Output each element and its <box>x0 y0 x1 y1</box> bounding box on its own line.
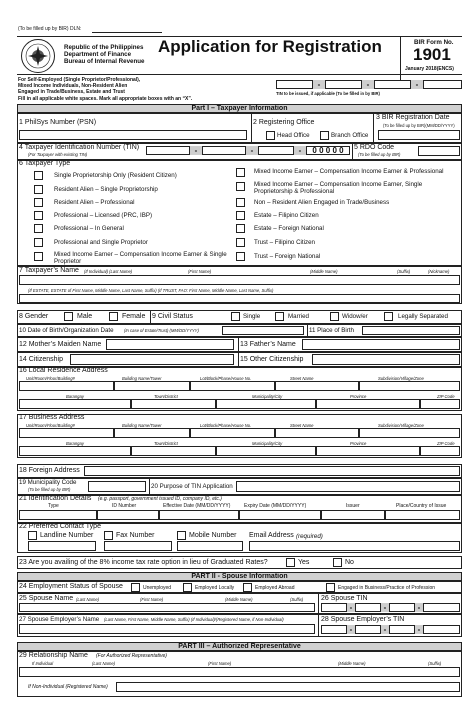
addr17-col-subdivision: Subdivision/Village/Zone <box>378 423 424 428</box>
part3-header: PART III – Authorized Representative <box>17 642 462 651</box>
employer-tin-seg-3[interactable] <box>389 625 415 634</box>
field-23-label: 23 Are you availing of the 8% income tax rate option in lieu of Graduated Rates? <box>19 559 268 566</box>
email-required: (required) <box>296 533 323 540</box>
birth-date-input[interactable] <box>222 326 304 335</box>
id-col-number: ID Number <box>112 503 137 509</box>
name-col-nickname: (Nickname) <box>428 269 450 274</box>
fax-checkbox[interactable] <box>104 531 113 540</box>
rep-col-first: (First Name) <box>208 661 232 666</box>
citizenship-input[interactable] <box>70 354 234 365</box>
res-lot-input[interactable] <box>190 381 275 391</box>
married-checkbox[interactable] <box>275 312 284 321</box>
type-left-1: Single Proprietorship Only (Resident Citizen) <box>54 172 177 179</box>
bir-seal-icon <box>20 38 56 74</box>
agency-line-2: Department of Finance <box>64 51 132 58</box>
id-type-input[interactable] <box>19 510 97 520</box>
type-checkbox-left-3[interactable] <box>34 198 43 207</box>
head-office-checkbox[interactable] <box>266 131 275 140</box>
tin-seg-2[interactable] <box>202 146 246 155</box>
father-name-input[interactable] <box>302 339 460 350</box>
field-21-label: 21 Identification Details <box>19 495 92 502</box>
field-4-label: 4 Taxpayer Identification Number (TIN) <box>19 144 140 151</box>
res-province-input[interactable] <box>316 399 420 409</box>
spouse-tin-seg-3[interactable] <box>389 603 415 612</box>
bir-form-1901: (To be filled up by BIR) DLN: Republic of the Philippines Department of Finance Bureau of Internal Revenue Application for Registration BIR Form No. 1901 January 2018(ENCS) For Self-Employed (Single Proprietor/Professional), Mixed Income Individuals, Non-Resident Alien Engaged in Trade/Business, Estate and Trust - - - TIN to be issued, if applicable (To be filled in by BIR) Fill in all applicable white spaces. Mark all appropriate boxes with an “X”. Part I – Taxpayer Information 1 PhilSys Number (PSN) 2 Registering Office Head Office Branch Office 3 BIR Registration Date (To be filled up by BIR)(MM/DD/YYYY) 4 Taxpayer Identification Number (TIN) (For Taxpayer with existing TIN) - - - 0 0 0 0 0 5 RDO Code (To be filled up by BIR) 6 Taxpayer Type Single Proprietorship Only (Resident Citizen) Resident Alien – Single Proprietorship Resident Alien – Professional Professional – Licensed (PRC, IBP) Professional – In General Professional and Single Proprietor Mixed Income Earner – Compensation Income Earner & Single Proprietor Mixed Income Earner – Compensation Income Earner & Professional Mixed Income Earner – Compensation Income Earner, Single Proprietorship & Professional Non – Resident Alien Engaged in Trade/Business Estate – Filipino Citizen Estate – Foreign National Trust – Filipino Citizen Trust – Foreign National 7 Taxpayer’s Name (If Individual) (Last Name) (First Name) (Middle Name) (Suffix) (Nickname) (If ESTATE, ESTATE of First Name, Middle Name, Last Name, Suffix) (If TRUST, FAO: First Name, Middle Name, Last Name, Suffix) 8 Gender Male Female 9 Civil Status Single Married Widow/er Legally Separated 10 Date of Birth/Organization Date (In case of Estate/Trust) (MM/DD/YYYY) 11 Place of Birth 12 Mother’s Maiden Name 13 Father’s Name 14 Citizenship 15 Other Citizenship 16 Local Residence Address Unit/Room/Floor/Building# Building Name/Tower Lot/Block/Phase/House No. Street Name Subdivision/Village/Zone Barangay Town/District Municipality/City Province ZIP Code 17 Business Address Unit/Room/Floor/Building# Building Name/Tower Lot/Block/Phase/House No. Street Name Subdivision/Village/Zone Barangay Town/District Municipality/City Province ZIP Code 18 Foreign Address 19 Municipality Code (To be filled up by BIR) 20 Purpose of TIN Application 21 Identification Details (e.g. passport, government issued ID, company ID, etc.) Type ID Number Effective Date (MM/DD/YYYY) Expiry Date (MM/DD/YYYY) Issuer Place/Country of Issue 22 Preferred Contact Type Landline Number Fax Number Mobile Number Email Address (required) 23 Are you availing of the 8% income tax rate option in lieu of Graduated Rates? Yes No PART II - Spouse Information 24 Employment Status of Spouse Unemployed Employed Locally Employed Abroad Engaged in Business/Practice of Profession 25 Spouse Name (Last Name) (First Name) (Middle Name) (Suffix) 26 Spouse TIN - - - 27 Spouse Employer’s Name (Last Name, First Name, Middle Name, Suffix) (If Individual)/(Registered Name, if Non-Individual) 28 Spouse Employer’s TIN - - - PART III – Authorized Representative 29 Relationship Name (For Authorized Representative) If Individual (Last Name) (First Name) (Middle Name) (Suffix) If Non-Individual (Registered Name) <box>0 0 474 724</box>
field-19-label: 19 Municipality Code <box>19 479 77 486</box>
employed-abroad-label: Employed Abroad <box>255 585 295 591</box>
id-issuer-input[interactable] <box>321 510 385 520</box>
for-line-1: For Self-Employed (Single Proprietor/Professional), <box>18 77 141 83</box>
field-20-label: 20 Purpose of TIN Application <box>151 483 233 490</box>
type-right-4: Estate – Filipino Citizen <box>254 212 319 219</box>
res-zip-input[interactable] <box>420 399 460 409</box>
addr17-col-barangay: Barangay <box>66 441 84 446</box>
type-checkbox-left-4[interactable] <box>34 211 43 220</box>
place-of-birth-input[interactable] <box>362 326 460 335</box>
fax-input[interactable] <box>104 541 172 551</box>
unemployed-checkbox[interactable] <box>131 583 140 592</box>
field-4-sub: (For Taxpayer with existing TIN) <box>28 152 88 157</box>
rep-col-last: (Last Name) <box>92 661 116 666</box>
mobile-label: Mobile Number <box>189 532 237 539</box>
bus-subdivision-input[interactable] <box>359 428 460 438</box>
field-11-label: 11 Place of Birth <box>309 327 354 334</box>
tin-seg-1[interactable] <box>146 146 190 155</box>
field-15-label: 15 Other Citizenship <box>240 356 304 363</box>
res-street-input[interactable] <box>275 381 359 391</box>
field-13-label: 13 Father’s Name <box>240 341 296 348</box>
branch-code-zeros: 0 0 0 0 0 <box>306 146 350 155</box>
field-6-label: 6 Taxpayer Type <box>19 160 71 167</box>
email-input[interactable] <box>249 541 460 551</box>
issued-tin-seg-2 <box>325 80 362 89</box>
type-checkbox-left-2[interactable] <box>34 185 43 194</box>
business-checkbox[interactable] <box>326 583 335 592</box>
field-3-label: 3 BIR Registration Date <box>376 114 450 121</box>
field-5-sub: (To be filled up by BIR) <box>358 152 401 157</box>
spouse-col-middle: (Middle Name) <box>225 597 253 602</box>
type-right-7: Trust – Foreign National <box>254 253 321 260</box>
addr16-col-street: Street Name <box>290 376 314 381</box>
type-left-2: Resident Alien – Single Proprietorship <box>54 186 158 193</box>
type-left-6: Professional and Single Proprietor <box>54 239 148 246</box>
rep-col-suffix: (Suffix) <box>428 661 442 666</box>
taxpayer-name-input[interactable] <box>19 275 460 285</box>
addr17-col-building: Building Name/Tower <box>122 423 162 428</box>
mobile-input[interactable] <box>177 541 243 551</box>
field-5-label: 5 RDO Code <box>354 144 395 151</box>
field-14-label: 14 Citizenship <box>19 356 63 363</box>
addr16-col-unit: Unit/Room/Floor/Building# <box>26 376 75 381</box>
spouse-name-input[interactable] <box>19 603 315 612</box>
addr16-col-building: Building Name/Tower <box>122 376 162 381</box>
field-7-label: 7 Taxpayer’s Name <box>19 267 79 274</box>
foreign-address-input[interactable] <box>84 466 460 476</box>
spouse-col-first: (First Name) <box>140 597 164 602</box>
yes-label: Yes <box>298 559 310 566</box>
part2-header: PART II - Spouse Information <box>17 572 462 581</box>
field-3-sub: (To be filled up by BIR)(MM/DD/YYYY) <box>383 123 455 128</box>
spouse-employer-input[interactable] <box>19 624 315 634</box>
type-right-1: Mixed Income Earner – Compensation Income Earner & Professional <box>254 168 444 175</box>
rep-non-individual-input[interactable] <box>116 682 460 692</box>
addr16-col-lot: Lot/Block/Phase/House No. <box>200 376 252 381</box>
name-col-suffix: (Suffix) <box>397 269 411 274</box>
spouse-col-last: (Last Name) <box>76 597 100 602</box>
employed-local-checkbox[interactable] <box>183 583 192 592</box>
res-subdivision-input[interactable] <box>359 381 460 391</box>
form-date: January 2018(ENCS) <box>405 66 454 72</box>
dln-label: (To be filled up by BIR) DLN: <box>18 26 82 32</box>
bus-barangay-input[interactable] <box>19 446 131 456</box>
tin-seg-3[interactable] <box>258 146 294 155</box>
email-label: Email Address <box>249 532 294 539</box>
single-label: Single <box>243 313 261 320</box>
field-2-label: 2 Registering Office <box>253 119 315 126</box>
field-9-label: 9 Civil Status <box>152 313 193 320</box>
addr16-col-city: Municipality/City <box>252 394 283 399</box>
field-25-label: 25 Spouse Name <box>19 595 74 602</box>
for-line-2: Mixed Income Individuals, Non-Resident Alien <box>18 83 128 89</box>
separated-checkbox[interactable] <box>384 312 393 321</box>
bus-zip-input[interactable] <box>420 446 460 456</box>
no-checkbox[interactable] <box>333 558 342 567</box>
mother-name-input[interactable] <box>106 339 234 350</box>
type-left-7: Mixed Income Earner – Compensation Income Earner & Single Proprietor <box>54 251 227 265</box>
bir-registration-date <box>378 130 460 140</box>
bus-town-input[interactable] <box>131 446 216 456</box>
landline-input[interactable] <box>28 541 96 551</box>
name-col-first: (First Name) <box>188 269 212 274</box>
field-18-label: 18 Foreign Address <box>19 467 80 474</box>
field-10-label: 10 Date of Birth/Organization Date <box>19 327 114 334</box>
name-col-last: (If Individual) (Last Name) <box>84 269 133 274</box>
id-col-expiry: Expiry Date (MM/DD/YYYY) <box>244 503 307 509</box>
spouse-col-suffix: (Suffix) <box>290 597 304 602</box>
no-label: No <box>345 559 354 566</box>
field-21-sub: (e.g. passport, government issued ID, company ID, etc.) <box>98 496 222 502</box>
type-checkbox-right-2[interactable] <box>236 182 245 191</box>
id-col-effective: Effective Date (MM/DD/YYYY) <box>163 503 231 509</box>
rep-col-middle: (Middle Name) <box>338 661 366 666</box>
male-checkbox[interactable] <box>64 312 73 321</box>
landline-label: Landline Number <box>40 532 94 539</box>
addr17-col-town: Town/District <box>154 441 178 446</box>
addr17-col-street: Street Name <box>290 423 314 428</box>
type-checkbox-right-4[interactable] <box>236 211 245 220</box>
field-24-label: 24 Employment Status of Spouse <box>19 583 123 590</box>
id-place-input[interactable] <box>385 510 460 520</box>
mobile-checkbox[interactable] <box>177 531 186 540</box>
part1-header: Part I – Taxpayer Information <box>17 104 462 113</box>
employed-local-label: Employed Locally <box>195 585 235 591</box>
purpose-input[interactable] <box>236 481 460 492</box>
form-title: Application for Registration <box>158 37 382 56</box>
field-10-sub: (In case of Estate/Trust) (MM/DD/YYYY) <box>124 328 199 333</box>
employer-tin-seg-1[interactable] <box>321 625 347 634</box>
spouse-tin-seg-4[interactable] <box>423 603 460 612</box>
bus-city-input[interactable] <box>216 446 316 456</box>
business-label: Engaged in Business/Practice of Profession <box>338 585 435 591</box>
widow-checkbox[interactable] <box>330 312 339 321</box>
bus-building-input[interactable] <box>114 428 190 438</box>
field-16-label: 16 Local Residence Address <box>19 367 108 374</box>
issued-tin-seg-3 <box>374 80 411 89</box>
addr16-col-barangay: Barangay <box>66 394 84 399</box>
addr16-col-subdivision: Subdivision/Village/Zone <box>378 376 424 381</box>
agency-line-1: Republic of the Philippines <box>64 44 144 51</box>
married-label: Married <box>288 313 309 320</box>
field-22-label: 22 Preferred Contact Type <box>19 523 101 530</box>
type-checkbox-right-5[interactable] <box>236 224 245 233</box>
landline-checkbox[interactable] <box>28 531 37 540</box>
type-checkbox-left-6[interactable] <box>34 238 43 247</box>
separated-label: Legally Separated <box>398 313 448 320</box>
rdo-code <box>418 146 460 156</box>
id-col-issuer: Issuer <box>346 503 360 509</box>
head-office-label: Head Office <box>277 132 310 139</box>
addr17-col-province: Province <box>350 441 367 446</box>
agency-line-3: Bureau of Internal Revenue <box>64 58 145 65</box>
field-12-label: 12 Mother’s Maiden Name <box>19 341 102 348</box>
field-28-label: 28 Spouse Employer’s TIN <box>321 616 405 623</box>
employer-tin-seg-2[interactable] <box>355 625 381 634</box>
bus-lot-input[interactable] <box>190 428 275 438</box>
type-right-2: Mixed Income Earner – Compensation Income Earner, Single Proprietorship & Professional <box>254 181 423 195</box>
addr17-col-city: Municipality/City <box>252 441 283 446</box>
male-label: Male <box>77 313 93 320</box>
type-right-3: Non – Resident Alien Engaged in Trade/Business <box>254 199 390 206</box>
form-no-label: BIR Form No. <box>414 39 454 46</box>
field-26-label: 26 Spouse TIN <box>321 595 368 602</box>
municipality-code <box>88 481 146 492</box>
addr17-col-zip: ZIP Code <box>437 441 455 446</box>
field-29-label: 29 Relationship Name <box>19 652 88 659</box>
field-19-sub: (To be filled up by BIR) <box>28 487 71 492</box>
spouse-tin-seg-2[interactable] <box>355 603 381 612</box>
type-checkbox-left-1[interactable] <box>34 171 43 180</box>
name-col-middle: (Middle Name) <box>310 269 338 274</box>
type-right-6: Trust – Filipino Citizen <box>254 239 315 246</box>
branch-office-label: Branch Office <box>331 132 369 139</box>
rep-individual-input[interactable] <box>19 667 460 677</box>
type-left-4: Professional – Licensed (PRC, IBP) <box>54 212 153 219</box>
female-label: Female <box>122 313 146 320</box>
female-checkbox[interactable] <box>109 312 118 321</box>
id-expiry-input[interactable] <box>239 510 321 520</box>
id-effective-input[interactable] <box>159 510 239 520</box>
res-barangay-input[interactable] <box>19 399 131 409</box>
unemployed-label: Unemployed <box>143 585 172 591</box>
addr16-col-province: Province <box>350 394 367 399</box>
field-1-label: 1 PhilSys Number (PSN) <box>19 119 97 126</box>
bus-province-input[interactable] <box>316 446 420 456</box>
issued-tin-seg-4 <box>423 80 462 89</box>
spouse-tin-seg-1[interactable] <box>321 603 347 612</box>
type-checkbox-left-7[interactable] <box>34 252 43 261</box>
res-unit-input[interactable] <box>19 381 114 391</box>
field-8-label: 8 Gender <box>19 313 49 320</box>
branch-office-checkbox[interactable] <box>320 131 329 140</box>
id-col-place: Place/Country of Issue <box>396 503 447 509</box>
estate-trust-input[interactable] <box>19 294 460 303</box>
id-col-type: Type <box>48 503 59 509</box>
bus-street-input[interactable] <box>275 428 359 438</box>
type-checkbox-right-7[interactable] <box>236 252 245 261</box>
tin-to-be-issued-note: TIN to be issued, if applicable (To be filled in by BIR) <box>276 91 380 96</box>
addr17-col-unit: Unit/Room/Floor/Building# <box>26 423 75 428</box>
type-left-5: Professional – In General <box>54 225 124 232</box>
type-left-3: Resident Alien – Professional <box>54 199 135 206</box>
single-checkbox[interactable] <box>231 312 240 321</box>
type-right-5: Estate – Foreign National <box>254 225 324 232</box>
id-number-input[interactable] <box>97 510 159 520</box>
estate-trust-note: (If ESTATE, ESTATE of First Name, Middle Name, Last Name, Suffix) (If TRUST, FAO: First Name, Middle Name, Last Name, Suffix) <box>28 288 274 293</box>
fax-label: Fax Number <box>116 532 155 539</box>
type-checkbox-left-5[interactable] <box>34 224 43 233</box>
bus-unit-input[interactable] <box>19 428 114 438</box>
field-27-sub: (Last Name, First Name, Middle Name, Suffix) (If Individual)/(Registered Name, if Non-Individual) <box>104 617 284 622</box>
psn-input[interactable] <box>19 130 247 140</box>
non-individual-label: If Non-Individual (Registered Name) <box>28 684 108 690</box>
addr17-col-lot: Lot/Block/Phase/House No. <box>200 423 252 428</box>
fill-instruction: Fill in all applicable white spaces. Mark all appropriate boxes with an “X”. <box>18 96 193 102</box>
field-17-label: 17 Business Address <box>19 414 85 421</box>
employed-abroad-checkbox[interactable] <box>243 583 252 592</box>
type-checkbox-right-1[interactable] <box>236 168 245 177</box>
res-building-input[interactable] <box>114 381 190 391</box>
res-city-input[interactable] <box>216 399 316 409</box>
rep-col-individual: If Individual <box>32 661 54 666</box>
field-29-sub: (For Authorized Representative) <box>96 653 167 659</box>
other-citizenship-input[interactable] <box>312 354 460 365</box>
res-town-input[interactable] <box>131 399 216 409</box>
employer-tin-seg-4[interactable] <box>423 625 460 634</box>
widow-label: Widow/er <box>342 313 368 320</box>
addr16-col-town: Town/District <box>154 394 178 399</box>
issued-tin-seg-1 <box>276 80 313 89</box>
type-checkbox-right-3[interactable] <box>236 198 245 207</box>
for-line-3: Engaged in Trade/Business, Estate and Trust <box>18 89 125 95</box>
addr16-col-zip: ZIP Code <box>437 394 455 399</box>
form-number: 1901 <box>413 45 451 64</box>
field-27-label: 27 Spouse Employer’s Name <box>19 616 100 623</box>
yes-checkbox[interactable] <box>286 558 295 567</box>
type-checkbox-right-6[interactable] <box>236 238 245 247</box>
